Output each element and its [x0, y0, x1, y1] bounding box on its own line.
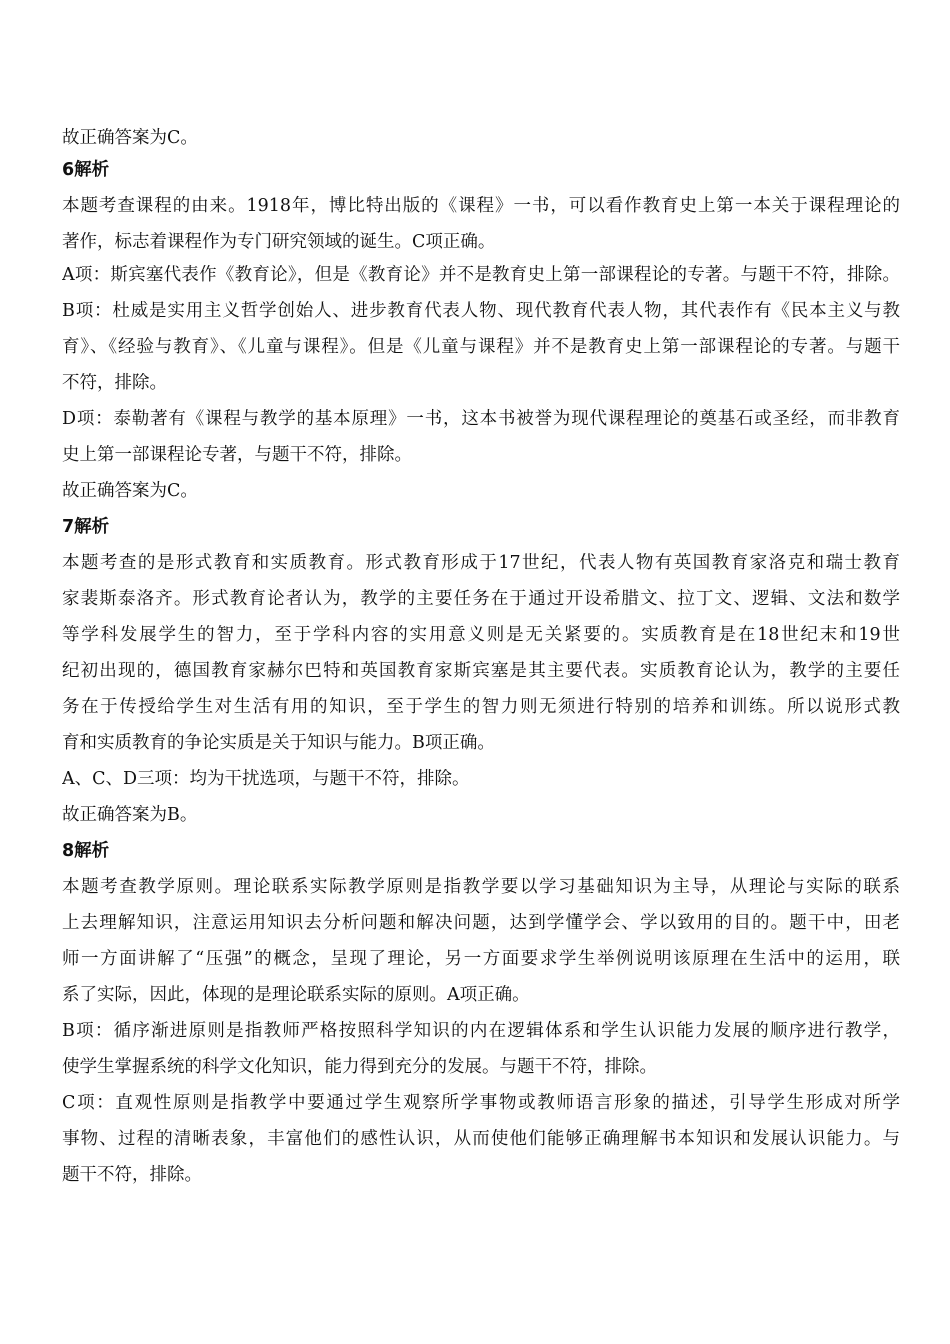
paragraph-line: 使学生掌握系统的科学文化知识，能力得到充分的发展。与题干不符，排除。	[62, 1057, 657, 1077]
paragraph-line: 师一方面讲解了“压强”的概念，呈现了理论，另一方面要求学生举例说明该原理在生活中的运用，联	[62, 949, 900, 969]
paragraph-line: 育和实质教育的争论实质是关于知识与能力。B项正确。	[62, 733, 495, 753]
section-heading: 6解析	[62, 160, 110, 180]
paragraph-line: 上去理解知识，注意运用知识去分析问题和解决问题，达到学懂学会、学以致用的目的。题干中，田老	[62, 913, 900, 933]
paragraph-line: B项：循序渐进原则是指教师严格按照科学知识的内在逻辑体系和学生认识能力发展的顺序进行教学，	[62, 1021, 900, 1041]
paragraph-line: C项：直观性原则是指教学中要通过学生观察所学事物或教师语言形象的描述，引导学生形成对所学	[62, 1093, 900, 1113]
paragraph-line: 故正确答案为B。	[62, 805, 198, 825]
paragraph-line: B项：杜威是实用主义哲学创始人、进步教育代表人物、现代教育代表人物，其代表作有《民本主义与教	[62, 301, 900, 321]
section-heading: 8解析	[62, 841, 110, 861]
paragraph-line: 家裴斯泰洛齐。形式教育论者认为，教学的主要任务在于通过开设希腊文、拉丁文、逻辑、文法和数学	[62, 589, 900, 609]
paragraph-line: 故正确答案为C。	[62, 481, 198, 501]
section-heading: 7解析	[62, 517, 110, 537]
paragraph-line: 等学科发展学生的智力，至于学科内容的实用意义则是无关紧要的。实质教育是在18世纪末和19世	[62, 625, 900, 645]
paragraph-line: D项：泰勒著有《课程与教学的基本原理》一书，这本书被誉为现代课程理论的奠基石或圣经，而非教育	[62, 409, 900, 429]
paragraph-line: 系了实际，因此，体现的是理论联系实际的原则。A项正确。	[62, 985, 530, 1005]
paragraph-line: 纪初出现的，德国教育家赫尔巴特和英国教育家斯宾塞是其主要代表。实质教育论认为，教学的主要任	[62, 661, 900, 681]
paragraph-line: 务在于传授给学生对生活有用的知识，至于学生的智力则无须进行特别的培养和训练。所以说形式教	[62, 697, 900, 717]
paragraph-line: 育》、《经验与教育》、《儿童与课程》。但是《儿童与课程》并不是教育史上第一部课程论的专著。与题干	[62, 337, 900, 357]
paragraph-line: 事物、过程的清晰表象，丰富他们的感性认识，从而使他们能够正确理解书本知识和发展认识能力。与	[62, 1129, 900, 1149]
paragraph-line: 故正确答案为C。	[62, 128, 198, 148]
paragraph-line: 本题考查教学原则。理论联系实际教学原则是指教学要以学习基础知识为主导，从理论与实际的联系	[62, 877, 900, 897]
paragraph-line: 本题考查课程的由来。1918年，博比特出版的《课程》一书，可以看作教育史上第一本关于课程理论的	[62, 196, 900, 216]
paragraph-line: 著作，标志着课程作为专门研究领域的诞生。C项正确。	[62, 232, 496, 252]
paragraph-line: A项：斯宾塞代表作《教育论》，但是《教育论》并不是教育史上第一部课程论的专著。与题干不符，排除。	[62, 265, 900, 285]
paragraph-line: 不符，排除。	[62, 373, 167, 393]
paragraph-line: 题干不符，排除。	[62, 1165, 202, 1185]
paragraph-line: 史上第一部课程论专著，与题干不符，排除。	[62, 445, 412, 465]
paragraph-line: 本题考查的是形式教育和实质教育。形式教育形成于17世纪，代表人物有英国教育家洛克和瑞士教育	[62, 553, 900, 573]
paragraph-line: A、C、D三项：均为干扰选项，与题干不符，排除。	[62, 769, 470, 789]
